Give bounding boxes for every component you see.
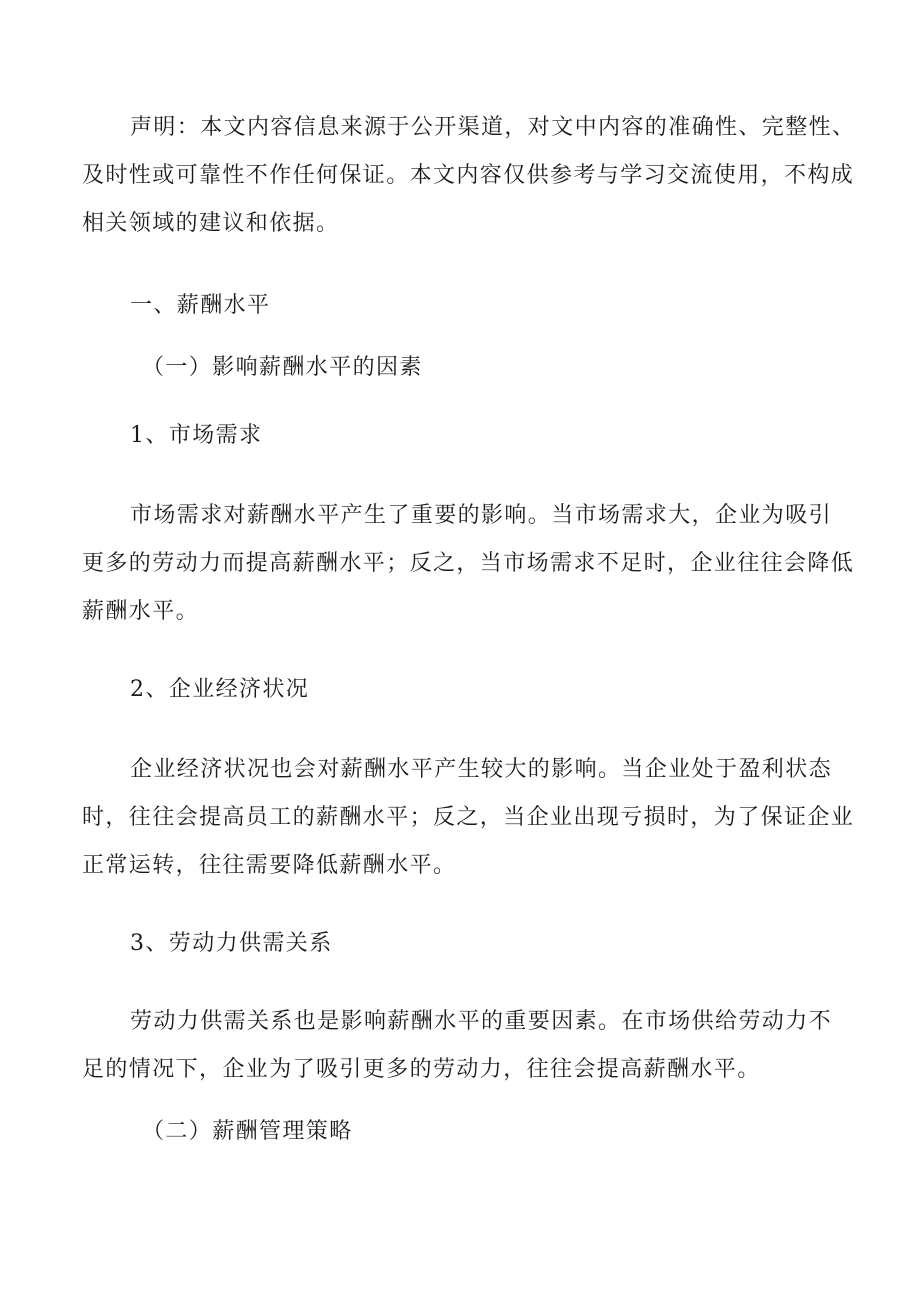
paragraph-line: 企业经济状况也会对薪酬水平产生较大的影响。当企业处于盈利状态 bbox=[130, 757, 833, 782]
disclaimer-line: 相关领域的建议和依据。 bbox=[82, 211, 340, 236]
item-heading bbox=[82, 924, 838, 964]
item-paragraph bbox=[82, 492, 855, 636]
item-title: 1、市场需求 bbox=[130, 423, 263, 448]
paragraph-line: 薪酬水平。 bbox=[82, 599, 200, 624]
subsection-heading bbox=[82, 1112, 838, 1152]
section-heading bbox=[82, 286, 838, 326]
disclaimer-line: 及时性或可靠性不作任何保证。本文内容仅供参考与学习交流使用，不构成 bbox=[82, 163, 855, 188]
item-title: 2、企业经济状况 bbox=[130, 677, 310, 702]
subsection-heading bbox=[82, 348, 838, 388]
item-heading bbox=[82, 416, 838, 456]
item-heading bbox=[82, 670, 838, 710]
item-paragraph bbox=[82, 746, 855, 890]
section-title: 一、薪酬水平 bbox=[130, 293, 271, 318]
item-paragraph bbox=[82, 998, 838, 1094]
disclaimer-paragraph bbox=[82, 104, 856, 248]
paragraph-line: 市场需求对薪酬水平产生了重要的影响。当市场需求大，企业为吸引 bbox=[130, 503, 833, 528]
item-title: 3、劳动力供需关系 bbox=[130, 931, 333, 956]
paragraph-line: 足的情况下，企业为了吸引更多的劳动力，往往会提高薪酬水平。 bbox=[82, 1057, 761, 1082]
disclaimer-line: 声明：本文内容信息来源于公开渠道，对文中内容的准确性、完整性、 bbox=[130, 115, 856, 140]
paragraph-line: 更多的劳动力而提高薪酬水平；反之，当市场需求不足时，企业往往会降低 bbox=[82, 551, 855, 576]
subsection-title: （二）薪酬管理策略 bbox=[142, 1119, 353, 1144]
subsection-title: （一）影响薪酬水平的因素 bbox=[142, 355, 423, 380]
paragraph-line: 时，往往会提高员工的薪酬水平；反之，当企业出现亏损时，为了保证企业 bbox=[82, 805, 855, 830]
paragraph-line: 正常运转，往往需要降低薪酬水平。 bbox=[82, 853, 457, 878]
paragraph-line: 劳动力供需关系也是影响薪酬水平的重要因素。在市场供给劳动力不 bbox=[130, 1009, 833, 1034]
